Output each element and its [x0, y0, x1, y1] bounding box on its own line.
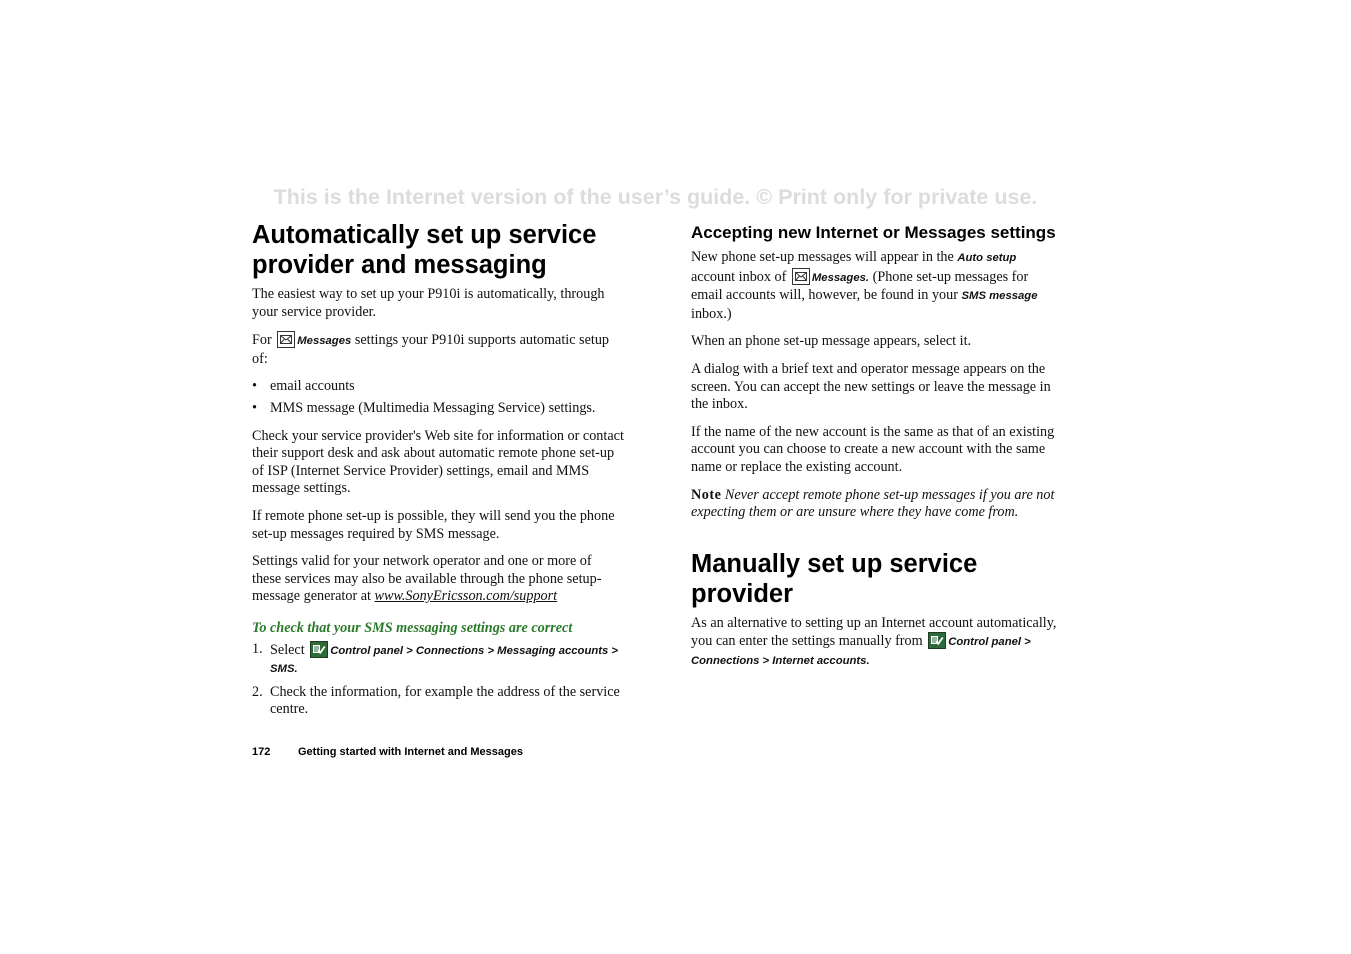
text-fragment: Settings valid for your network operator and one or more of these services may also be available through the phone setup-message generator at [252, 553, 602, 605]
text-fragment: New phone set-up messages will appear in the [691, 249, 958, 265]
messages-support-paragraph [252, 331, 624, 368]
manual-setup-paragraph [691, 615, 1063, 671]
section-heading-accepting: Accepting new Internet or Messages settings [691, 223, 1056, 242]
step-number: 1. [252, 640, 263, 657]
procedure-steps [252, 641, 624, 719]
left-column [252, 220, 624, 719]
remote-setup-paragraph: If remote phone set-up is possible, they will send you the phone set-up messages required by SMS message. [252, 507, 615, 542]
text-fragment: settings your P910i supports automatic setup of: [252, 332, 610, 367]
envelope-icon [792, 268, 810, 285]
page-footer [252, 746, 523, 758]
control-panel-path: Control panel > Connections > Internet accounts. [691, 636, 1031, 667]
support-link[interactable]: www.SonyEricsson.com/support [374, 588, 558, 605]
setup-messages-paragraph [691, 249, 1063, 323]
envelope-icon [277, 331, 295, 348]
messages-label: Messages [297, 335, 352, 348]
note-paragraph [691, 487, 1063, 522]
control-panel-path: Control panel > Connections > Messaging accounts > SMS. [270, 644, 619, 676]
intro-paragraph: The easiest way to set up your P910i is automatically, through your service provider. [252, 286, 605, 320]
section-heading-manual: Manually set up service provider [691, 549, 978, 608]
check-provider-paragraph: Check your service provider's Web site for information or contact their support desk and ask about automatic remote phone set-up of ISP (Internet Service Provider) settings, email and MMS message settings. [252, 427, 624, 497]
text-fragment: Check the information, for example the address of the service centre. [270, 683, 620, 718]
text-fragment: As an alternative to setting up an Internet account automatically, you can enter the settings manually from [691, 614, 1057, 650]
step-number: 2. [252, 683, 263, 700]
dialog-paragraph: A dialog with a brief text and operator message appears on the screen. You can accept the new settings or leave the message in the inbox. [691, 360, 1051, 413]
messages-label: Messages. [811, 271, 870, 284]
text-fragment: (Phone set-up messages for email accounts will, however, be found in your [691, 268, 1029, 304]
step-item [252, 684, 624, 719]
right-column [691, 220, 1063, 671]
control-panel-icon [928, 632, 946, 649]
page-number: 172 [252, 746, 271, 758]
text-fragment: Select [270, 641, 309, 658]
watermark: This is the Internet version of the user’s guide. © Print only for private use. [273, 185, 1038, 209]
text-fragment: inbox.) [691, 305, 732, 322]
section-heading-automatic: Automatically set up service provider and messaging [252, 221, 597, 279]
note-label: Note [691, 486, 722, 503]
text-fragment: For [252, 332, 276, 349]
valid-settings-paragraph [252, 553, 624, 606]
select-message-paragraph: When an phone set-up message appears, select it. [691, 333, 972, 350]
control-panel-icon [310, 641, 328, 658]
supported-settings-list [252, 378, 624, 417]
procedure-title: To check that your SMS messaging settings are correct [252, 619, 573, 636]
list-item: • email accounts [252, 378, 624, 396]
text-fragment: account inbox of [691, 268, 790, 285]
footer-section-title: Getting started with Internet and Messages [298, 746, 523, 758]
existing-account-paragraph: If the name of the new account is the same as that of an existing account you can choose to create a new account with the same name or replace the existing account. [691, 423, 1055, 475]
note-text: Never accept remote phone set-up messages if you are not expecting them or are unsure where they have come from. [691, 486, 1055, 521]
auto-setup-label: Auto setup [957, 252, 1017, 264]
list-item: • MMS message (Multimedia Messaging Service) settings. [252, 400, 624, 418]
sms-message-label: SMS message [961, 290, 1038, 303]
step-item [252, 641, 624, 679]
